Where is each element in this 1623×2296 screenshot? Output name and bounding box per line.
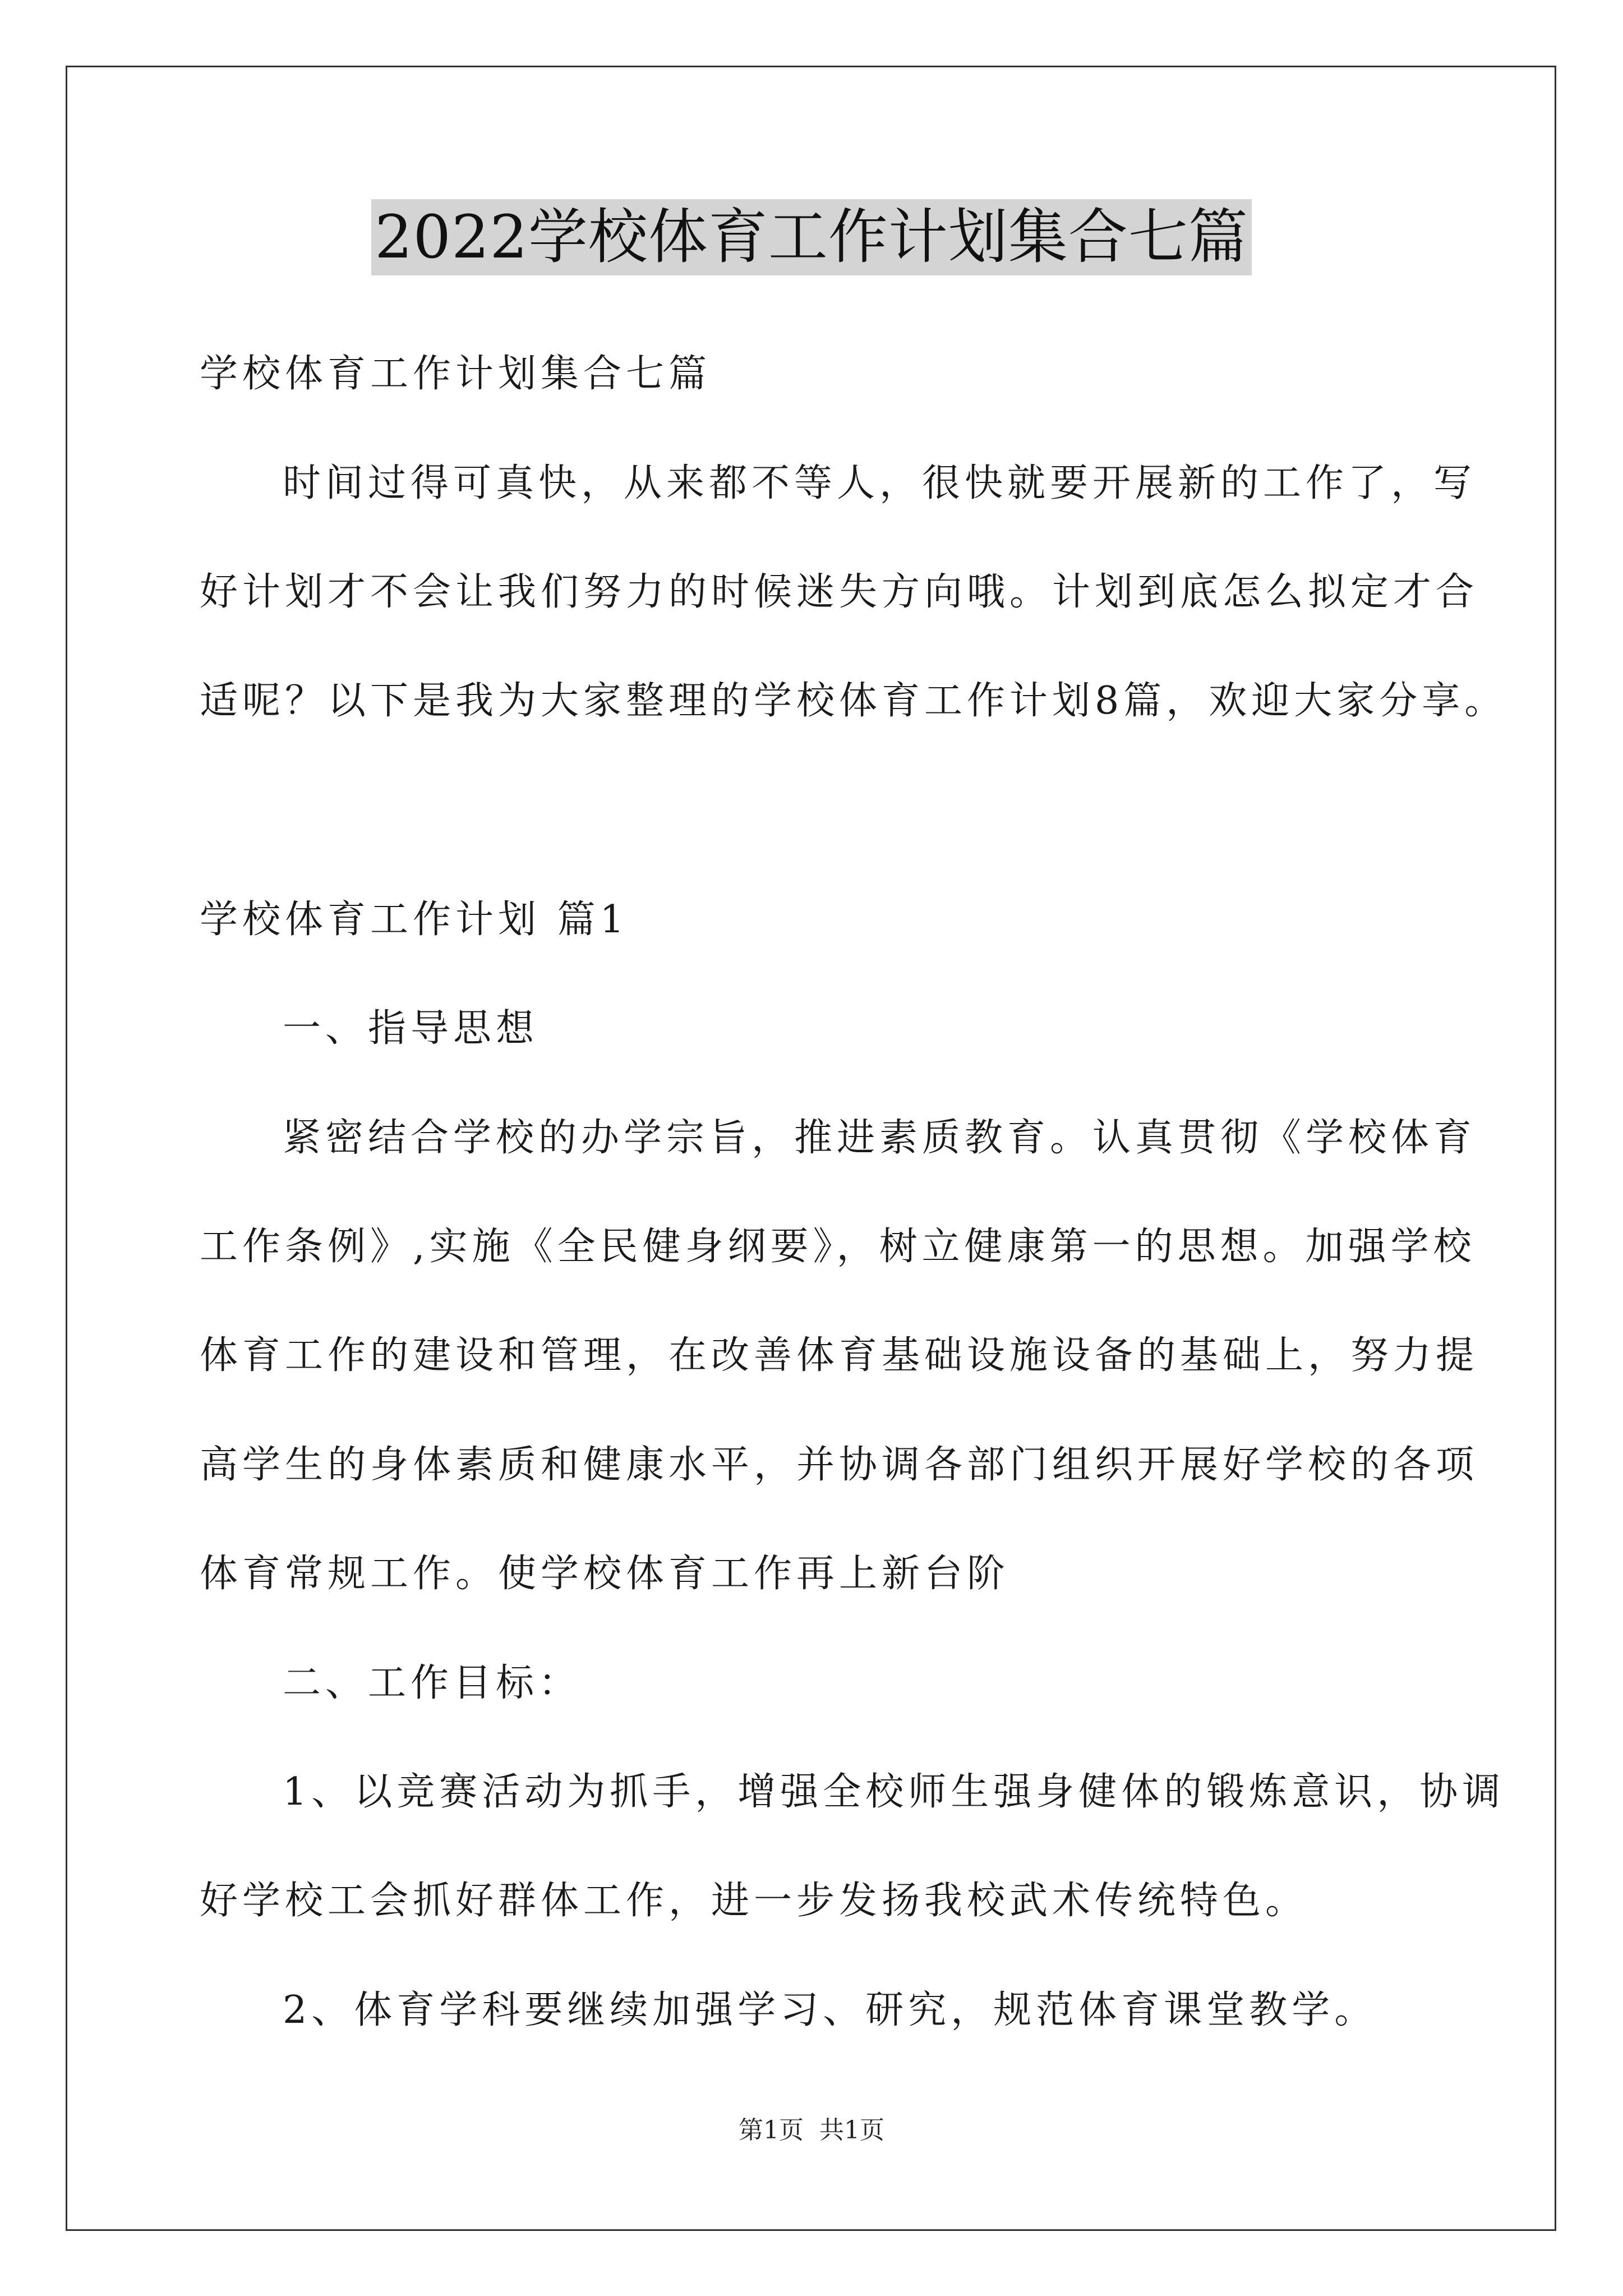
document-subtitle: 学校体育工作计划集合七篇: [200, 352, 712, 396]
paragraph-line: 工作条例》,实施《全民健身纲要》，树立健康第一的思想。加强学校: [200, 1225, 1476, 1269]
paragraph-line: 体育常规工作。使学校体育工作再上新台阶: [200, 1552, 1010, 1596]
paragraph-line: 高学生的身体素质和健康水平，并协调各部门组织开展好学校的各项: [200, 1443, 1479, 1487]
paragraph-line: 紧密结合学校的办学宗旨，推进素质教育。认真贯彻《学校体育: [283, 1116, 1477, 1160]
page-number: 第1页: [739, 2116, 804, 2145]
title-container: [0, 199, 1623, 275]
page-footer: [0, 2114, 1623, 2147]
section-heading: 学校体育工作计划 篇1: [200, 898, 629, 942]
intro-line: 好计划才不会让我们努力的时候迷失方向哦。计划到底怎么拟定才合: [200, 570, 1479, 614]
page-total: 共1页: [819, 2116, 884, 2145]
paragraph-line: 体育工作的建设和管理，在改善体育基础设施设备的基础上，努力提: [200, 1333, 1479, 1378]
goal-line: 1、以竞赛活动为抓手，增强全校师生强身健体的锻炼意识，协调: [283, 1770, 1505, 1814]
intro-line: 时间过得可真快，从来都不等人，很快就要开展新的工作了，写: [283, 461, 1477, 505]
goal-line: 好学校工会抓好群体工作，进一步发扬我校武术传统特色。: [200, 1879, 1308, 1923]
document-title: 2022学校体育工作计划集合七篇: [371, 199, 1252, 275]
goal-line: 2、体育学科要继续加强学习、研究，规范体育课堂教学。: [283, 1988, 1377, 2032]
intro-line: 适呢？以下是我为大家整理的学校体育工作计划8篇，欢迎大家分享。: [200, 679, 1507, 723]
part2-heading: 二、工作目标：: [283, 1661, 582, 1705]
part1-heading: 一、指导思想: [283, 1006, 539, 1051]
